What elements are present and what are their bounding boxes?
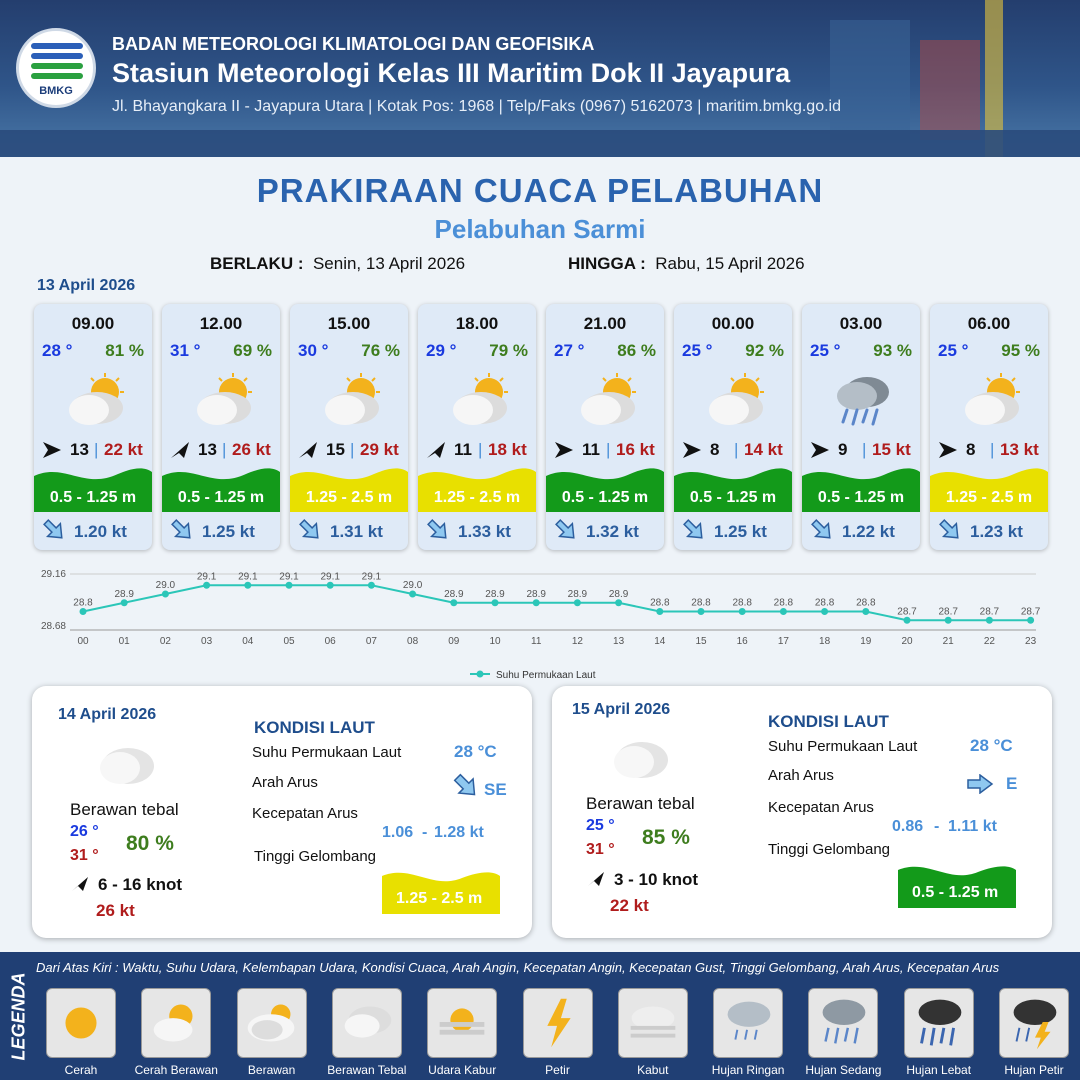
current-direction-icon <box>966 774 994 794</box>
sst-data-label: 28.8 <box>814 597 835 609</box>
legend-thunderstorm-icon <box>999 988 1069 1058</box>
sst-point <box>492 599 499 606</box>
x-tick-label: 00 <box>77 636 89 647</box>
forecast-card <box>674 304 792 550</box>
forecast-humidity: 76 % <box>361 341 400 360</box>
sst-data-label: 28.8 <box>691 597 711 609</box>
day2-wave: 1.25 - 2.5 m <box>396 890 483 907</box>
wind-direction-icon <box>682 440 702 460</box>
forecast-temp: 25 ° <box>810 341 841 360</box>
rain-cloud-icon <box>829 372 895 430</box>
page-title: PRAKIRAAN CUACA PELABUHAN <box>256 172 824 209</box>
legend-label: Hujan Sedang <box>805 1063 882 1077</box>
wind-gust: 22 kt <box>104 440 143 459</box>
wind-gust: 14 kt <box>744 440 783 459</box>
x-tick-label: 09 <box>448 636 460 647</box>
sst-series-line <box>83 585 1031 620</box>
wind-speed: 9 <box>838 440 848 459</box>
day1-date: 13 April 2026 <box>37 277 136 294</box>
forecast-time: 18.00 <box>455 314 499 333</box>
day3-condition: Berawan tebal <box>586 794 695 813</box>
legend-description: Dari Atas Kiri : Waktu, Suhu Udara, Kelembapan Udara, Kondisi Cuaca, Arah Angin, Kecepatan Angin, Kecepatan Gust, Tinggi Gelombang, Arah Arus, Kecepatan Arus <box>36 960 1000 975</box>
legend-label: Berawan Tebal <box>327 1063 407 1077</box>
forecast-humidity: 92 % <box>745 341 784 360</box>
legend-marker <box>477 671 484 678</box>
x-tick-label: 03 <box>201 636 213 647</box>
x-tick-label: 11 <box>531 636 542 647</box>
sst-point <box>327 582 334 589</box>
x-tick-label: 13 <box>613 636 625 647</box>
wind-direction-icon <box>810 440 830 460</box>
sst-data-label: 28.8 <box>732 597 752 609</box>
x-tick-label: 02 <box>159 636 171 647</box>
day3-temp-min: 25 ° <box>586 817 615 834</box>
day2-temp-min: 26 ° <box>70 823 99 840</box>
legend-label: Cerah <box>64 1063 98 1077</box>
day3-kec-min: 0.86 <box>892 818 924 835</box>
sst-point <box>121 599 128 606</box>
forecast-card <box>162 304 280 550</box>
day3-wave: 0.5 - 1.25 m <box>912 884 999 901</box>
day2-condition: Berawan tebal <box>70 800 179 819</box>
sst-point <box>780 608 787 615</box>
x-tick-label: 14 <box>654 636 666 647</box>
sst-data-label: 28.8 <box>650 597 670 609</box>
cloudy-icon <box>606 732 672 782</box>
x-tick-label: 06 <box>324 636 336 647</box>
day3-kec-max: 1.11 kt <box>948 818 997 835</box>
sst-point <box>244 582 251 589</box>
day2-arah: SE <box>484 780 507 799</box>
day2-date: 14 April 2026 <box>58 706 157 723</box>
current-direction-icon <box>554 518 578 542</box>
forecast-temp: 29 ° <box>426 341 457 360</box>
x-tick-label: 18 <box>819 636 831 647</box>
partly-cloudy-icon <box>957 372 1023 430</box>
sst-data-label: 28.9 <box>485 588 505 600</box>
sst-data-label: 28.7 <box>1020 606 1041 618</box>
wave-height: 1.25 - 2.5 m <box>305 489 393 506</box>
current-speed: 1.31 kt <box>330 522 383 541</box>
forecast-humidity: 81 % <box>105 341 144 360</box>
wind-direction-icon <box>938 440 958 460</box>
sst-point <box>821 608 828 615</box>
sst-point <box>574 599 581 606</box>
station-name: Stasiun Meteorologi Kelas III Maritim Dok II Jayapura <box>112 58 791 88</box>
wave-height: 0.5 - 1.25 m <box>689 489 777 506</box>
forecast-humidity: 95 % <box>1001 341 1040 360</box>
forecast-card <box>418 304 536 550</box>
sst-data-label: 28.8 <box>73 597 93 609</box>
day3-sst-label: Suhu Permukaan Laut <box>768 738 918 755</box>
sst-point <box>409 591 416 598</box>
current-speed: 1.22 kt <box>842 522 895 541</box>
wind-speed: 11 <box>582 440 600 459</box>
day3-temp-max: 31 ° <box>586 841 615 858</box>
day3-kondisi-title: KONDISI LAUT <box>768 712 889 731</box>
sst-point <box>368 582 375 589</box>
forecast-time: 00.00 <box>711 314 755 333</box>
sst-point <box>162 591 169 598</box>
sst-data-label: 28.9 <box>444 588 464 600</box>
forecast-temp: 30 ° <box>298 341 329 360</box>
bmkg-logo <box>16 28 96 108</box>
current-direction-icon <box>298 518 322 542</box>
sst-data-label: 28.7 <box>979 606 1000 618</box>
day2-kec-label: Kecepatan Arus <box>252 805 358 822</box>
station-address: Jl. Bhayangkara II - Jayapura Utara | Kotak Pos: 1968 | Telp/Faks (0967) 5162073 | maritim.bmkg.go.id <box>112 98 841 115</box>
sst-data-label: 29.0 <box>155 580 176 591</box>
forecast-temp: 31 ° <box>170 341 201 360</box>
y-tick-label: 29.16 <box>40 569 66 580</box>
day2-humidity: 80 % <box>126 832 174 855</box>
wind-gust: 29 kt <box>360 440 399 459</box>
legend-label: Hujan Petir <box>1004 1063 1064 1077</box>
sst-data-label: 29.0 <box>402 580 423 591</box>
legend-sun-icon <box>46 988 116 1058</box>
sst-data-label: 29.1 <box>279 571 299 583</box>
current-direction-icon <box>938 518 962 542</box>
current-speed: 1.23 kt <box>970 522 1023 541</box>
x-tick-label: 04 <box>242 636 254 647</box>
day3-arah-label: Arah Arus <box>768 767 834 784</box>
agency-name: BADAN METEOROLOGI KLIMATOLOGI DAN GEOFISIKA <box>112 34 595 54</box>
wind-direction-icon <box>70 875 90 893</box>
day3-panel: 15 April 2026 Berawan tebal 25 ° 31 ° 85 % 3 - 10 knot 22 kt KONDISI LAUT Suhu Permukaan Laut 28 °C Arah Arus E Kecepatan Arus 0.86 - 1.11 kt Tinggi Gelombang 0.5 - 1.25 m <box>552 686 1052 938</box>
wind-speed: 13 <box>70 440 89 459</box>
separator: | <box>94 440 99 459</box>
day2-arah-label: Arah Arus <box>252 774 318 791</box>
separator: | <box>606 440 611 459</box>
wind-speed: 8 <box>966 440 976 459</box>
sst-data-label: 28.8 <box>856 597 876 609</box>
sst-data-label: 28.9 <box>567 588 588 600</box>
day2-sst-label: Suhu Permukaan Laut <box>252 744 402 761</box>
wind-speed: 13 <box>198 440 217 459</box>
sst-point <box>739 608 746 615</box>
sst-point <box>533 599 540 606</box>
forecast-humidity: 86 % <box>617 341 656 360</box>
x-tick-label: 15 <box>695 636 707 647</box>
wind-speed: 8 <box>710 440 720 459</box>
legend-label: Berawan <box>247 1063 296 1077</box>
sst-point <box>945 617 952 624</box>
sst-point <box>862 608 869 615</box>
day2-kondisi-title: KONDISI LAUT <box>254 718 375 737</box>
x-tick-label: 12 <box>571 636 583 647</box>
partly-cloudy-icon <box>61 372 127 430</box>
sst-data-label: 28.9 <box>608 588 629 600</box>
sst-point <box>698 608 705 615</box>
forecast-temp: 25 ° <box>682 341 713 360</box>
forecast-humidity: 93 % <box>873 341 912 360</box>
separator: | <box>222 440 227 459</box>
wind-direction-icon <box>586 870 606 888</box>
day3-arah: E <box>1006 774 1018 793</box>
x-tick-label: 05 <box>283 636 295 647</box>
port-name: Pelabuhan Sarmi <box>434 214 646 244</box>
legend-title: LEGENDA <box>8 972 29 1061</box>
sst-point <box>450 599 457 606</box>
day2-kec-max: 1.28 kt <box>434 824 484 841</box>
x-tick-label: 01 <box>118 636 130 647</box>
legend-label: Petir <box>545 1063 570 1077</box>
wind-direction-icon <box>170 440 190 460</box>
y-tick-label: 28.68 <box>40 621 66 632</box>
legend-label: Kabut <box>637 1063 669 1077</box>
legend-overcast-icon <box>332 988 402 1058</box>
logo-text: BMKG <box>39 85 73 97</box>
wave-height: 0.5 - 1.25 m <box>177 489 265 506</box>
wave-height: 0.5 - 1.25 m <box>49 489 137 506</box>
legend-cloudy-icon <box>237 988 307 1058</box>
x-tick-label: 07 <box>365 636 377 647</box>
day3-humidity: 85 % <box>642 826 690 849</box>
day2-kec-min: 1.06 <box>382 824 414 841</box>
legend-light-rain-icon <box>713 988 783 1058</box>
partly-cloudy-icon <box>317 372 383 430</box>
forecast-temp: 25 ° <box>938 341 969 360</box>
wave-height: 1.25 - 2.5 m <box>433 489 521 506</box>
forecast-temp: 27 ° <box>554 341 585 360</box>
legend-label: Udara Kabur <box>428 1063 497 1077</box>
wave-height: 0.5 - 1.25 m <box>561 489 649 506</box>
wind-direction-icon <box>298 440 318 460</box>
forecast-time: 06.00 <box>967 314 1011 333</box>
legend-lightning-icon <box>523 988 593 1058</box>
forecast-card <box>34 304 152 550</box>
day2-temp-max: 31 ° <box>70 847 99 864</box>
current-speed: 1.32 kt <box>586 522 639 541</box>
forecast-card <box>930 304 1048 550</box>
current-direction-icon <box>682 518 706 542</box>
wind-direction-icon <box>426 440 446 460</box>
legend-heavy-rain-icon <box>904 988 974 1058</box>
sst-data-label: 28.9 <box>114 588 134 600</box>
sst-data-label: 28.7 <box>897 606 917 618</box>
x-tick-label: 21 <box>942 636 954 647</box>
separator: | <box>478 440 483 459</box>
legend-partly-cloudy-icon <box>141 988 211 1058</box>
forecast-time: 09.00 <box>71 314 115 333</box>
day2-panel: 14 April 2026 Berawan tebal 26 ° 31 ° 80 % 6 - 16 knot 26 kt KONDISI LAUT Suhu Permukaan Laut 28 °C Arah Arus SE Kecepatan Arus 1.06 - 1.28 kt Tinggi Gelombang 1.25 - 2.5 m <box>32 686 532 938</box>
chart-legend-label: Suhu Permukaan Laut <box>496 670 596 681</box>
current-speed: 1.33 kt <box>458 522 511 541</box>
day3-wind: 3 - 10 knot <box>614 870 699 889</box>
forecast-card <box>546 304 664 550</box>
separator: | <box>350 440 355 459</box>
forecast-time: 21.00 <box>583 314 627 333</box>
separator: | <box>990 440 995 459</box>
day2-wind: 6 - 16 knot <box>98 875 183 894</box>
valid-from: BERLAKU : Senin, 13 April 2026 <box>210 254 466 273</box>
sst-data-label: 29.1 <box>320 571 340 583</box>
separator: | <box>862 440 867 459</box>
current-direction-icon <box>810 518 834 542</box>
wind-gust: 15 kt <box>872 440 911 459</box>
wind-gust: 13 kt <box>1000 440 1039 459</box>
valid-to: HINGGA : Rabu, 15 April 2026 <box>568 254 805 273</box>
partly-cloudy-icon <box>701 372 767 430</box>
current-speed: 1.25 kt <box>202 522 255 541</box>
x-tick-label: 19 <box>860 636 872 647</box>
forecast-time: 12.00 <box>199 314 243 333</box>
wind-gust: 16 kt <box>616 440 655 459</box>
x-tick-label: 22 <box>983 636 995 647</box>
sst-chart <box>30 560 1050 688</box>
legend-haze-icon <box>427 988 497 1058</box>
forecast-time: 15.00 <box>327 314 371 333</box>
legend-moderate-rain-icon <box>808 988 878 1058</box>
legend-label: Hujan Lebat <box>906 1063 972 1077</box>
wind-direction-icon <box>554 440 574 460</box>
sst-data-label: 28.7 <box>938 606 958 618</box>
legend-label: Hujan Ringan <box>711 1063 785 1077</box>
sst-point <box>203 582 210 589</box>
sst-data-label: 28.8 <box>773 597 794 609</box>
sst-point <box>1027 617 1034 624</box>
current-direction-icon <box>42 518 66 542</box>
wind-gust: 26 kt <box>232 440 271 459</box>
day3-ting-label: Tinggi Gelombang <box>768 841 891 858</box>
day3-kec-label: Kecepatan Arus <box>768 799 874 816</box>
sst-point <box>986 617 993 624</box>
sst-data-label: 29.1 <box>361 571 382 583</box>
wind-speed: 15 <box>326 440 345 459</box>
sst-point <box>286 582 293 589</box>
legend-label: Cerah Berawan <box>134 1063 218 1077</box>
wind-speed: 11 <box>454 440 472 459</box>
day2-gust: 26 kt <box>96 901 135 920</box>
separator: | <box>734 440 739 459</box>
forecast-time: 03.00 <box>839 314 883 333</box>
partly-cloudy-icon <box>445 372 511 430</box>
day3-date: 15 April 2026 <box>572 701 671 718</box>
sst-data-label: 29.1 <box>196 571 217 583</box>
cloudy-icon <box>92 738 158 788</box>
legend-fog-icon <box>618 988 688 1058</box>
x-tick-label: 17 <box>777 636 789 647</box>
forecast-temp: 28 ° <box>42 341 73 360</box>
current-speed: 1.25 kt <box>714 522 767 541</box>
current-direction-icon <box>426 518 450 542</box>
partly-cloudy-icon <box>189 372 255 430</box>
forecast-card <box>290 304 408 550</box>
forecast-humidity: 69 % <box>233 341 272 360</box>
x-tick-label: 10 <box>489 636 501 647</box>
sst-data-label: 28.9 <box>526 588 546 600</box>
sst-point <box>904 617 911 624</box>
current-direction-icon <box>170 518 194 542</box>
wind-direction-icon <box>42 440 62 460</box>
x-tick-label: 16 <box>736 636 748 647</box>
day2-sst: 28 °C <box>454 742 497 761</box>
day2-ting-label: Tinggi Gelombang <box>254 848 377 865</box>
wave-height: 0.5 - 1.25 m <box>817 489 905 506</box>
current-speed: 1.20 kt <box>74 522 127 541</box>
sst-point <box>656 608 663 615</box>
header-banner <box>0 0 1080 157</box>
sst-point <box>615 599 622 606</box>
day3-gust: 22 kt <box>610 896 649 915</box>
sst-data-label: 29.1 <box>238 571 258 583</box>
forecast-card <box>802 304 920 550</box>
forecast-humidity: 79 % <box>489 341 528 360</box>
x-tick-label: 20 <box>901 636 913 647</box>
partly-cloudy-icon <box>573 372 639 430</box>
sst-point <box>80 608 87 615</box>
wave-height: 1.25 - 2.5 m <box>945 489 1033 506</box>
x-tick-label: 08 <box>407 636 419 647</box>
day3-sst: 28 °C <box>970 736 1013 755</box>
wind-gust: 18 kt <box>488 440 527 459</box>
current-direction-icon <box>452 772 480 800</box>
x-tick-label: 23 <box>1025 636 1037 647</box>
